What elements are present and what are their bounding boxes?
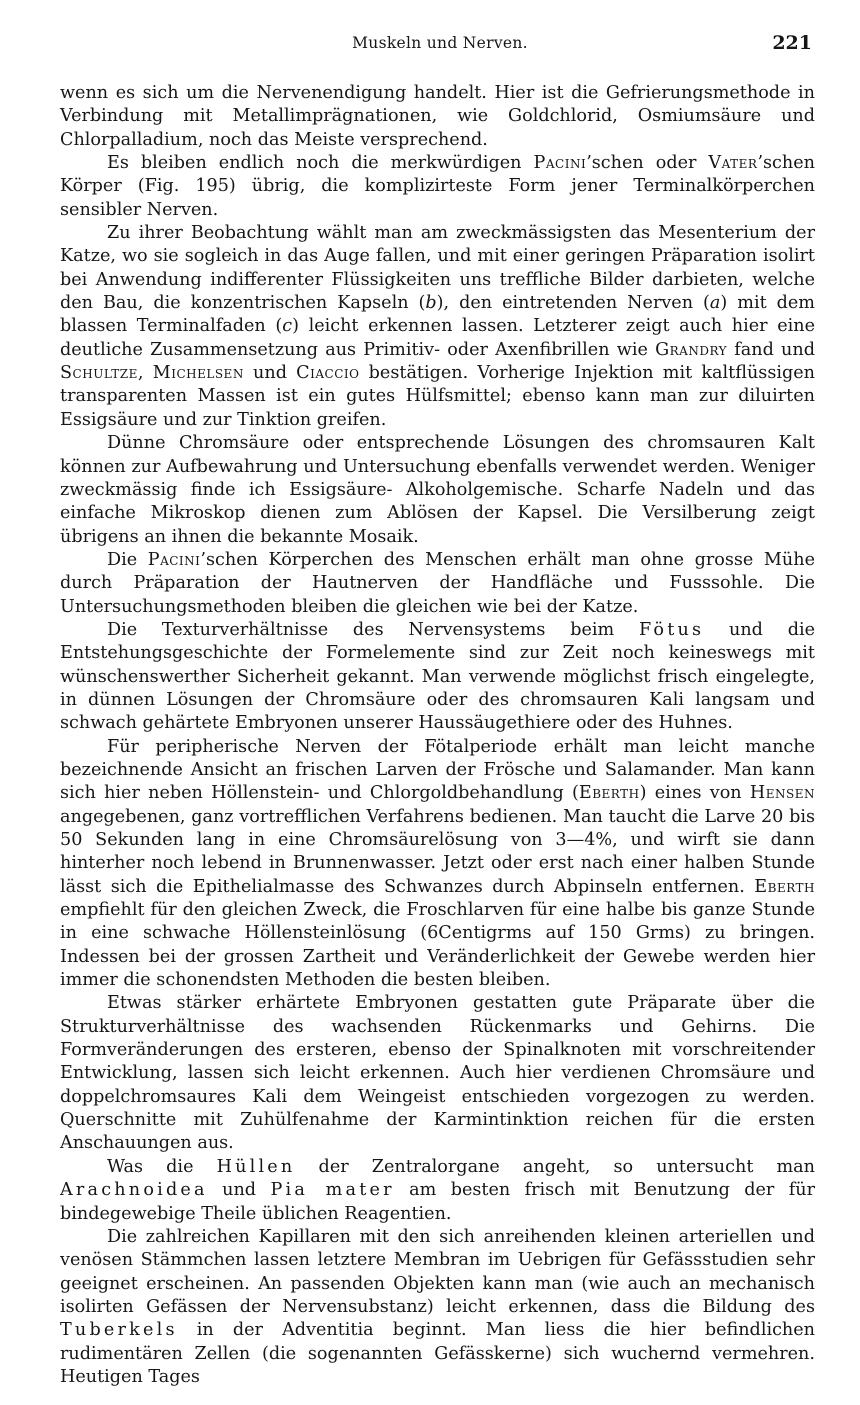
text-run: Eberth [754,876,815,897]
paragraph [60,82,815,152]
text-run: Eberth [578,783,640,804]
text-run: Pacini [533,153,587,174]
body-text [60,82,815,1389]
text-run: und [207,1180,271,1201]
text-run: Für peripherische Nerven der Fötalperiode erhält man leicht manche bezeichnende Ansicht an frischen Larven der Frösche und Salamander. Man kann sich hier neben Höllenstein- und Chlorgoldbehandlung ( [60,736,815,804]
text-run: fand und [727,339,815,360]
page-number: 221 [772,32,812,54]
paragraph [60,549,815,619]
text-run: wenn es sich um die Nervenendigung handelt. Hier ist die Gefrierungsmethode in Verbindung mit Metallimprägnationen, wie Goldchlorid, Osmiumsäure und Chlorpalladium, noch das Meiste versprechend. [60,83,815,150]
text-run: ’schen Körperchen des Menschen erhält man ohne grosse Mühe durch Präparation der Hautnerven der Handfläche und Fusssohle. Die Untersuchungsmethoden bleiben die gleichen wie bei der Katze. [60,549,815,617]
text-run: angegebenen, ganz vortrefflichen Verfahrens bedienen. Man taucht die Larve 20 bis 50 Sekunden lang in eine Chromsäurelösung von 3—4%, und wirft sie dann hinterher noch lebend in Brunnenwasser. Jetzt oder erst nach einer halben Stunde lässt sich die Epithelialmasse des Schwanzes durch Abpinseln entfernen. [60,806,815,897]
text-run: Die [107,549,148,570]
text-run: ’schen oder [586,153,709,174]
text-run: und die Entstehungsgeschichte der Formelemente sind zur Zeit noch keineswegs mit wünschenswerther Sicherheit gekannt. Man verwende möglichst frisch eingelegte, in dünnen Lösungen der Chromsäure oder des chromsauren Kali langsam und schwach gehärtete Embryonen unserer Haussäugethiere oder des Huhnes. [60,619,816,734]
text-run: Vater [708,153,758,174]
text-run: ) leicht erkennen lassen. Letzterer zeigt auch hier eine deutliche Zusammensetzung aus Primitiv- oder Axenfibrillen wie [60,316,815,360]
text-run: in der Adventitia beginnt. Man liess die hier befindlichen rudimentären Zellen (die sogenannten Gefässkerne) sich wuchernd vermehren. Heutigen Tages [60,1320,815,1387]
text-run: Die zahlreichen Kapillaren mit den sich anreihenden kleinen arteriellen und venösen Stämmchen lassen letztere Membran im Uebrigen für Gefässstudien sehr geeignet erscheinen. An passenden Objekten kann man (wie auch an mechanisch isolirten Gefässen der Nervensubstanz) leicht erkennen, dass die Bildung des [60,1226,815,1317]
text-run: a [709,293,721,314]
text-run: Michelsen [152,363,244,384]
text-run: ’schen Körper (Fig. 195) übrig, die komplizirteste Form jener Terminalkörperchen sensibler Nerven. [60,153,815,220]
text-run: Ciaccio [296,363,360,384]
text-run: Was die [107,1156,217,1177]
running-title: Muskeln und Nerven. [352,34,528,52]
text-run: Arachnoidea [60,1180,208,1201]
text-run: empfiehlt für den gleichen Zweck, die Froschlarven für eine halbe bis ganze Stunde in eine schwache Höllensteinlösung (6Centigrms auf 150 Grms) zu bringen. Indessen bei der grossen Zartheit und Veränderlichkeit der Gewebe werden hier immer die schonendsten Methoden die besten bleiben. [60,900,815,991]
text-run: ) mit dem blassen Terminalfaden ( [60,293,815,337]
text-run: ) eines von [639,783,750,804]
text-run: und [243,363,297,384]
text-run: Schultze [60,363,138,384]
paragraph [60,152,815,222]
paragraph [60,222,815,432]
text-run: der Zentralorgane angeht, so untersucht man [295,1156,815,1177]
text-run: Pacini [147,549,201,570]
text-run: Tuberkels [60,1320,178,1341]
text-run: Zu ihrer Beobachtung wählt man am zweckmässigsten das Mesenterium der Katze, wo sie sogleich in das Auge fallen, und mit einer geringen Präparation isolirt bei Anwendung indifferenter Flüssigkeiten uns treffliche Bilder darbieten, welche den Bau, die konzentrischen Kapseln ( [60,223,815,314]
paragraph [60,736,815,993]
text-run: Fötus [638,619,705,640]
text-run: c [282,316,293,337]
text-run: bestätigen. Vorherige Injektion mit kaltflüssigen transparenten Massen ist ein gutes Hülfsmittel; ebenso kann man zur diluirten Essigsäure und zur Tinktion greifen. [60,363,815,430]
text-run: Die Texturverhältnisse des Nervensystems beim [107,619,639,640]
text-run: ), den eintretenden Nerven ( [436,293,710,314]
paragraph [60,619,815,736]
text-run: Etwas stärker erhärtete Embryonen gestatten gute Präparate über die Strukturverhältnisse des wachsenden Rückenmarks und Gehirns. Die Formveränderungen des ersteren, ebenso der Spinalknoten mit vorschreitender Entwicklung, lassen sich leicht erkennen. Auch hier verdienen Chromsäure und doppelchromsaures Kali dem Weingeist entschieden vorgezogen zu werden. Querschnitte mit Zuhülfenahme der Karmintinktion reichen für die ersten Anschauungen aus. [60,993,815,1154]
running-head [60,34,820,60]
paragraph [60,1226,815,1389]
text-run: Grandry [655,339,728,360]
text-run: , [137,363,153,384]
text-run: Hüllen [216,1156,296,1177]
text-run: Dünne Chromsäure oder entsprechende Lösungen des chromsauren Kalt können zur Aufbewahrung und Untersuchung ebenfalls verwendet werden. Weniger zweckmässig finde ich Essigsäure- Alkoholgemische. Scharfe Nadeln und das einfache Mikroskop dienen zum Ablösen der Kapsel. Die Versilberung zeigt übrigens an ihnen die bekannte Mosaik. [60,433,815,547]
text-run: am besten frisch mit Benutzung der für bindegewebige Theile üblichen Reagentien. [60,1180,815,1224]
text-run: b [425,293,437,314]
paragraph [60,1156,815,1226]
text-run: Pia mater [270,1180,395,1201]
paragraph [60,992,815,1155]
text-run: Es bleiben endlich noch die merkwürdigen [107,153,534,174]
paragraph [60,432,815,549]
text-run: Hensen [749,783,815,804]
